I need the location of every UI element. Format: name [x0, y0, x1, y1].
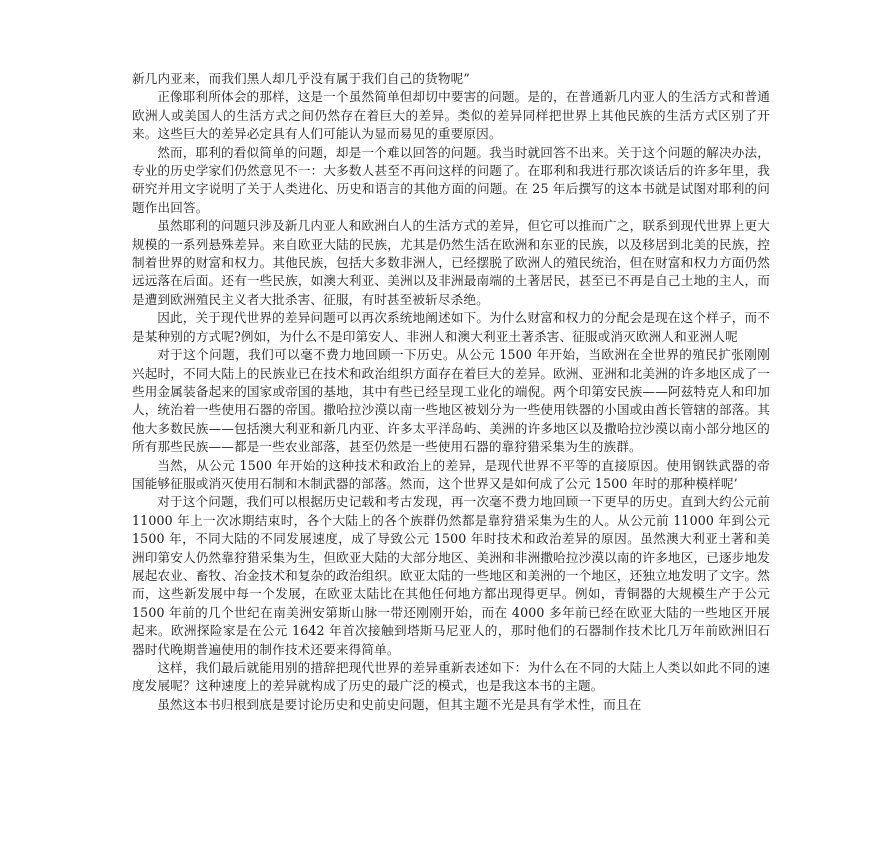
- paragraph-continued: 新几内亚来，而我们黑人却几乎没有属于我们自己的货物呢”: [132, 71, 470, 86]
- paragraph: 对于这个问题，我们可以毫不费力地回顾一下历史。从公元 1500 年开始，当欧洲在全世界的殖民扩张刚刚兴起时，不同大陆上的民族业已在技术和政治组织方面存在着巨大的差异。欧洲、亚洲和北美洲的许多地区成了一些用金属装备起来的国家或帝国的基地，其中有些已经呈现工业化的端倪。两个印第安民族——阿兹特克人和印加人，统治着一些使用石器的帝国。撒哈拉沙漠以南一些地区被划分为一些使用铁器的小国或由酋长管辖的部落。其他大多数民族——包括澳大利亚和新几内亚、许多太平洋岛屿、美洲的许多地区以及撒哈拉沙漠以南小部分地区的所有那些民族——都是一些农业部落，甚至仍然是一些使用石器的靠狩猎采集为生的族群。: [132, 347, 770, 455]
- paragraph: 虽然耶利的问题只涉及新几内亚人和欧洲白人的生活方式的差异，但它可以推而广之，联系到现代世界上更大规模的一系列悬殊差异。来自欧亚大陆的民族，尤其是仍然生活在欧洲和东亚的民族，以及移居到北美的民族，控制着世界的财富和权力。其他民族，包括大多数非洲人，已经摆脱了欧洲人的殖民统治，但在财富和权力方面仍然远远落在后面。还有一些民族，如澳大利亚、美洲以及非洲最南端的土著居民，甚至已不再是自己土地的主人，而是遭到欧洲殖民主义者大批杀害、征服，有时甚至被斩尽杀绝。: [132, 218, 770, 307]
- paragraph: 然而，耶利的看似简单的问题，却是一个难以回答的问题。我当时就回答不出来。关于这个问题的解决办法，专业的历史学家们仍然意见不一：大多数人甚至不再问这样的问题了。在耶利和我进行那次谈话后的许多年里，我研究并用文字说明了关于人类进化、历史和语言的其他方面的问题。在 25 年后撰写的这本书就是试图对耶利的问题作出回答。: [132, 144, 770, 215]
- paragraph: 正像耶利所体会的那样，这是一个虽然简单但却切中要害的问题。是的，在普通新几内亚人的生活方式和普通欧洲人或美国人的生活方式之间仍然存在着巨大的差异。类似的差异同样把世界上其他民族的生活方式区别了开来。这些巨大的差异必定具有人们可能认为显而易见的重要原因。: [132, 89, 770, 142]
- paragraph: 虽然这本书归根到底是要讨论历史和史前史问题，但其主题不光是具有学术性，而且在: [157, 696, 642, 712]
- paragraph: 因此，关于现代世界的差异问题可以再次系统地阐述如下。为什么财富和权力的分配会是现在这个样子，而不是某种别的方式呢?例如，为什么不是印第安人、非洲人和澳大利亚土著杀害、征服或消灭欧洲人和亚洲人呢: [132, 310, 770, 344]
- paragraph: 这样，我们最后就能用别的措辞把现代世界的差异重新表述如下：为什么在不同的大陆上人类以如此不同的速度发展呢？这种速度上的差异就构成了历史的最广泛的模式，也是我这本书的主题。: [132, 660, 770, 694]
- paragraph: 对于这个问题，我们可以根据历史记载和考古发现，再一次毫不费力地回顾一下更早的历史。直到大约公元前 11000 年上一次冰期结束时，各个大陆上的各个族群仍然都是靠狩猎采集为生的人。从公元前 11000 年到公元 1500 年，不同大陆的不同发展速度，成了导致公元 1500 年时技术和政治差异的原因。虽然澳大利亚土著和美洲印第安人仍然靠狩猎采集为生，但欧亚大陆的大部分地区、美洲和非洲撒哈拉沙漠以南的许多地区，已逐步地发展起农业、畜牧、冶金技术和复杂的政治组织。欧亚太陆的一些地区和美洲的一个地区，还独立地发明了文字。然而，这些新发展中每一个发展，在欧亚太陆比在其他任何地方都出现得更早。例如，青铜器的大规模生产于公元 1500 年前的几个世纪在南美洲安第斯山脉一带还刚刚开始，而在 4000 多年前已经在欧亚大陆的一些地区开展起来。欧洲探险家是在公元 1642 年首次接触到塔斯马尼亚人的，那时他们的石器制作技术比几万年前欧洲旧石器时代晚期普遍使用的制作技术还要来得简单。: [132, 494, 770, 657]
- paragraph: 当然，从公元 1500 年开始的这种技术和政治上的差异，是现代世界不平等的直接原因。使用钢铁武器的帝国能够征服或消灭使用石制和木制武器的部落。然而，这个世界又是如何成了公元 1500 年时的那种模样呢’: [132, 457, 770, 491]
